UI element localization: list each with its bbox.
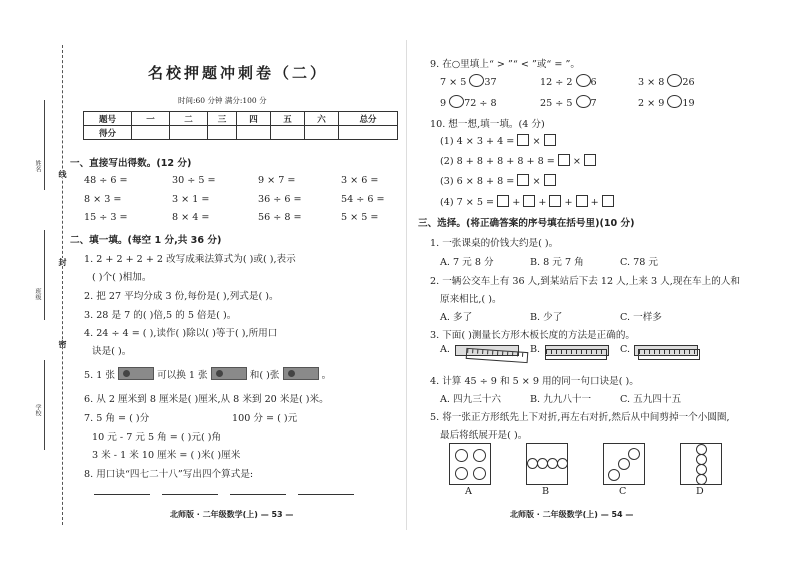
hole-icon bbox=[628, 448, 640, 460]
choice-option[interactable]: B. 8 元 7 角 bbox=[530, 257, 584, 268]
compare-circle[interactable] bbox=[667, 74, 682, 87]
page-footer-right: 北师版 · 二年级数学(上) — 54 — bbox=[510, 510, 634, 519]
calc-item: 8 × 4 = bbox=[172, 212, 210, 223]
q5-text-3: 和( )张 bbox=[249, 370, 280, 381]
ruler-icon bbox=[545, 349, 607, 360]
choice-question-4: 4. 计算 45 ÷ 9 和 5 × 9 用的同一句口诀是( )。 bbox=[430, 376, 639, 387]
section-3-title: 三、选择。(将正确答案的序号填在括号里)(10 分) bbox=[418, 218, 635, 229]
compare-item: 2 × 9 19 bbox=[638, 95, 695, 109]
fill-question-1a: 1. 2 + 2 + 2 + 2 改写成乘法算式为( )或( ),表示 bbox=[84, 254, 296, 265]
ruler-option[interactable]: C. bbox=[620, 344, 631, 355]
name-label: 姓名 bbox=[34, 160, 41, 172]
school-label: 学校 bbox=[34, 404, 41, 416]
answer-box[interactable] bbox=[497, 195, 509, 207]
answer-box[interactable] bbox=[602, 195, 614, 207]
fill-question-4b: 诀是( )。 bbox=[92, 346, 132, 357]
score-cell[interactable] bbox=[305, 126, 339, 140]
compare-circle[interactable] bbox=[449, 95, 464, 108]
class-line bbox=[44, 230, 45, 320]
q5-text-1: 5. 1 张 bbox=[84, 370, 115, 381]
calc-item: 3 × 6 = bbox=[341, 175, 379, 186]
compare-item: 25 ÷ 5 7 bbox=[540, 95, 597, 109]
compare-title: 9. 在○里填上“ > ”“ < ”或“ = ”。 bbox=[430, 59, 580, 70]
paper-option-a[interactable] bbox=[449, 443, 491, 485]
paper-label-d: D bbox=[696, 486, 704, 497]
hole-icon bbox=[473, 449, 486, 462]
hole-icon bbox=[455, 449, 468, 462]
fill-question-7a: 7. 5 角 = ( )分 bbox=[84, 413, 150, 424]
compare-circle[interactable] bbox=[469, 74, 484, 87]
choice-option[interactable]: B. 少了 bbox=[530, 312, 563, 323]
exam-title: 名校押题冲刺卷（二） bbox=[148, 64, 329, 82]
hole-icon bbox=[608, 469, 620, 481]
paper-label-a: A bbox=[465, 486, 472, 497]
choice-option[interactable]: A. 四九三十六 bbox=[440, 394, 501, 405]
fill-question-6: 6. 从 2 厘米到 8 厘米是( )厘米,从 8 米到 20 米是( )米。 bbox=[84, 394, 329, 405]
binding-dashed-line bbox=[62, 45, 63, 525]
compare-item: 7 × 5 37 bbox=[440, 74, 497, 88]
compare-item: 3 × 8 26 bbox=[638, 74, 695, 88]
hole-icon bbox=[557, 458, 568, 469]
choice-option[interactable]: A. 7 元 8 分 bbox=[440, 257, 494, 268]
fill-question-7c: 3 米 - 1 米 10 厘米 = ( )米( )厘米 bbox=[92, 450, 241, 461]
score-cell[interactable] bbox=[271, 126, 305, 140]
answer-box[interactable] bbox=[523, 195, 535, 207]
score-cell[interactable] bbox=[132, 126, 170, 140]
choice-option[interactable]: B. 九九八十一 bbox=[530, 394, 592, 405]
choice-question-3: 3. 下面( )测量长方形木板长度的方法是正确的。 bbox=[430, 330, 636, 341]
binding-mark-secret: 密 bbox=[58, 340, 67, 348]
score-header: 一 bbox=[132, 112, 170, 126]
compare-circle[interactable] bbox=[576, 74, 591, 87]
answer-blank[interactable] bbox=[162, 494, 218, 495]
compare-item: 9 72 ÷ 8 bbox=[440, 95, 497, 109]
score-header: 五 bbox=[271, 112, 305, 126]
paper-option-b[interactable] bbox=[526, 443, 568, 485]
choice-question-2a: 2. 一辆公交车上有 36 人,到某站后下去 12 人,上来 3 人,现在车上的人和 bbox=[430, 276, 741, 287]
ruler-option[interactable]: A. bbox=[440, 344, 450, 355]
choice-option[interactable]: C. 五九四十五 bbox=[620, 394, 682, 405]
fill-question-2: 2. 把 27 平均分成 3 份,每份是( ),列式是( )。 bbox=[84, 291, 279, 302]
score-header: 二 bbox=[170, 112, 208, 126]
banknote-20-icon bbox=[211, 367, 247, 380]
calc-item: 15 ÷ 3 = bbox=[84, 212, 128, 223]
choice-question-1: 1. 一张课桌的价钱大约是( )。 bbox=[430, 238, 559, 249]
banknote-10-icon bbox=[283, 367, 319, 380]
answer-box[interactable] bbox=[558, 154, 570, 166]
calc-item: 36 ÷ 6 = bbox=[258, 194, 302, 205]
choice-option[interactable]: C. 一样多 bbox=[620, 312, 662, 323]
fill-question-7a-2: 100 分 = ( )元 bbox=[232, 413, 298, 424]
answer-box[interactable] bbox=[544, 134, 556, 146]
paper-label-c: C bbox=[619, 486, 627, 497]
q10-row-2: (2) 8 + 8 + 8 + 8 + 8 = × bbox=[440, 154, 596, 167]
fill-question-5 bbox=[84, 367, 331, 381]
binding-mark-line: 线 bbox=[58, 170, 67, 178]
hole-icon bbox=[455, 467, 468, 480]
answer-box[interactable] bbox=[549, 195, 561, 207]
page-footer-left: 北师版 · 二年级数学(上) — 53 — bbox=[170, 510, 294, 519]
choice-question-5a: 5. 将一张正方形纸先上下对折,再左右对折,然后从中间剪掉一个小圆圈, bbox=[430, 412, 730, 423]
fill-question-3: 3. 28 是 7 的( )倍,5 的 5 倍是( )。 bbox=[84, 310, 237, 321]
calc-item: 30 ÷ 5 = bbox=[172, 175, 216, 186]
fill-question-7b: 10 元 - 7 元 5 角 = ( )元( )角 bbox=[92, 432, 222, 443]
answer-box[interactable] bbox=[544, 174, 556, 186]
score-cell[interactable] bbox=[208, 126, 237, 140]
calc-item: 9 × 7 = bbox=[258, 175, 296, 186]
paper-label-b: B bbox=[542, 486, 550, 497]
q5-text-2: 可以换 1 张 bbox=[157, 370, 208, 381]
answer-box[interactable] bbox=[584, 154, 596, 166]
fill-question-1b: ( )个( )相加。 bbox=[92, 272, 152, 283]
choice-option[interactable]: A. 多了 bbox=[440, 312, 473, 323]
exam-meta: 时间:60 分钟 满分:100 分 bbox=[178, 96, 267, 105]
answer-box[interactable] bbox=[576, 195, 588, 207]
hole-icon bbox=[473, 467, 486, 480]
answer-box[interactable] bbox=[517, 134, 529, 146]
school-line bbox=[44, 360, 45, 450]
score-header: 三 bbox=[208, 112, 237, 126]
page-divider bbox=[406, 40, 407, 530]
calc-item: 48 ÷ 6 = bbox=[84, 175, 128, 186]
ruler-option[interactable]: B. bbox=[530, 344, 541, 355]
section-1-title: 一、直接写出得数。(12 分) bbox=[70, 158, 192, 169]
calc-item: 54 ÷ 6 = bbox=[341, 194, 385, 205]
score-header: 四 bbox=[237, 112, 271, 126]
score-table bbox=[83, 111, 398, 140]
calc-item: 5 × 5 = bbox=[341, 212, 379, 223]
calc-item: 3 × 1 = bbox=[172, 194, 210, 205]
answer-blank[interactable] bbox=[94, 494, 150, 495]
hole-icon bbox=[696, 474, 707, 485]
answer-blank[interactable] bbox=[230, 494, 286, 495]
q10-title: 10. 想一想,填一填。(4 分) bbox=[430, 119, 545, 130]
banknote-50-icon bbox=[118, 367, 154, 380]
compare-circle[interactable] bbox=[667, 95, 682, 108]
score-cell[interactable] bbox=[170, 126, 208, 140]
q10-row-1: (1) 4 × 3 + 4 = × bbox=[440, 134, 556, 147]
score-cell[interactable] bbox=[237, 126, 271, 140]
q10-row-4: (4) 7 × 5 = + + + + bbox=[440, 195, 614, 208]
score-cell[interactable] bbox=[339, 126, 398, 140]
choice-option[interactable]: C. 78 元 bbox=[620, 257, 658, 268]
choice-question-5b: 最后将纸展开是( )。 bbox=[440, 430, 528, 441]
class-label: 班级 bbox=[34, 288, 41, 300]
compare-item: 12 ÷ 2 6 bbox=[540, 74, 597, 88]
fill-question-4a: 4. 24 ÷ 4 = ( ),读作( )除以( )等于( ),所用口 bbox=[84, 328, 278, 339]
q10-row-3: (3) 6 × 8 + 8 = × bbox=[440, 174, 556, 187]
score-header: 题号 bbox=[84, 112, 132, 126]
paper-option-c[interactable] bbox=[603, 443, 645, 485]
calc-item: 8 × 3 = bbox=[84, 194, 122, 205]
q5-text-4: 。 bbox=[321, 370, 332, 381]
answer-box[interactable] bbox=[517, 174, 529, 186]
calc-item: 56 ÷ 8 = bbox=[258, 212, 302, 223]
paper-option-d[interactable] bbox=[680, 443, 722, 485]
answer-blank[interactable] bbox=[298, 494, 354, 495]
name-line bbox=[44, 100, 45, 190]
ruler-icon bbox=[638, 349, 700, 360]
score-header: 总分 bbox=[339, 112, 398, 126]
fill-question-8: 8. 用口诀“四七二十八”写出四个算式是: bbox=[84, 469, 254, 480]
choice-question-2b: 原来相比,( )。 bbox=[440, 294, 502, 305]
compare-circle[interactable] bbox=[576, 95, 591, 108]
binding-mark-seal: 封 bbox=[58, 258, 67, 266]
hole-icon bbox=[618, 458, 630, 470]
section-2-title: 二、填一填。(每空 1 分,共 36 分) bbox=[70, 235, 222, 246]
score-row-label: 得分 bbox=[84, 126, 132, 140]
score-header: 六 bbox=[305, 112, 339, 126]
